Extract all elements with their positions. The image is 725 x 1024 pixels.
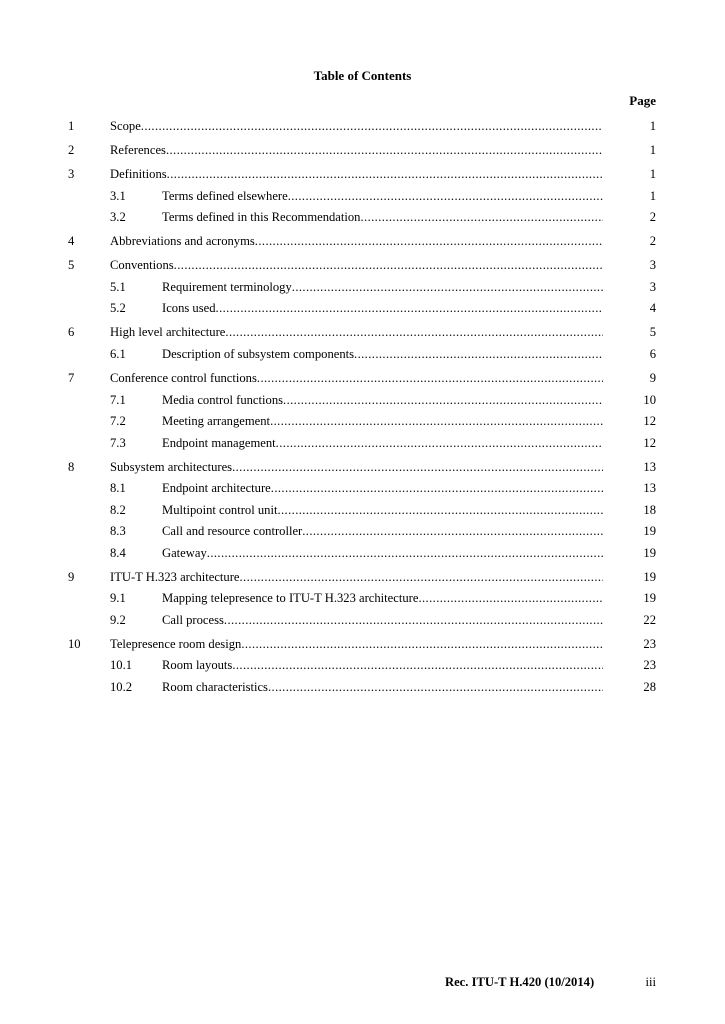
toc-title: Table of Contents [313, 68, 412, 83]
section-number: 6 [68, 325, 75, 340]
entry-title-leader [110, 567, 603, 589]
dot-leader [232, 457, 603, 479]
page-number: 2 [649, 234, 656, 249]
toc-entry[interactable] [68, 207, 656, 229]
toc-entry[interactable] [68, 140, 656, 162]
section-title[interactable]: Room layouts [162, 658, 233, 673]
section-number: 7 [68, 371, 75, 386]
dot-leader [166, 140, 603, 162]
dot-leader [174, 255, 603, 277]
dot-leader [240, 567, 604, 589]
page-number: 3 [649, 258, 656, 273]
page-column-header: Page [629, 93, 656, 108]
toc-entry[interactable] [68, 255, 656, 277]
section-title[interactable]: Subsystem architectures [110, 459, 233, 474]
page-number: 2 [649, 210, 656, 225]
section-number: 9.1 [110, 591, 126, 606]
entry-title-leader [162, 390, 603, 412]
section-number: 7.2 [110, 414, 126, 429]
section-number: 5.2 [110, 301, 126, 316]
dot-leader [225, 322, 603, 344]
toc-entry[interactable] [68, 322, 656, 344]
page-number: 19 [643, 545, 656, 560]
entry-title-leader [110, 164, 603, 186]
entry-title-leader [162, 207, 603, 229]
section-title[interactable]: High level architecture [110, 325, 226, 340]
section-number: 1 [68, 119, 75, 133]
section-title[interactable]: Call process [162, 612, 224, 627]
toc-entry[interactable] [68, 186, 656, 208]
toc-entry[interactable] [68, 231, 656, 253]
entry-title-leader [162, 478, 603, 500]
toc-entry[interactable] [68, 433, 656, 455]
section-number: 10.2 [110, 679, 133, 694]
section-title[interactable]: Meeting arrangement [162, 414, 271, 429]
section-title[interactable]: Definitions [110, 167, 167, 182]
footer-document-id: Rec. ITU-T H.420 (10/2014) [445, 975, 595, 989]
section-title[interactable]: Mapping telepresence to ITU-T H.323 architecture [162, 591, 419, 606]
section-number: 10.1 [110, 658, 133, 673]
dot-leader [207, 543, 603, 565]
dot-leader [302, 521, 603, 543]
toc-entry[interactable] [68, 411, 656, 433]
section-number: 8 [68, 459, 75, 474]
section-title[interactable]: ITU-T H.323 architecture [110, 569, 240, 584]
section-number: 3.1 [110, 188, 126, 203]
dot-leader [276, 433, 603, 455]
page-number: 13 [643, 481, 656, 496]
section-title[interactable]: Description of subsystem components [162, 346, 355, 361]
page-number: 22 [643, 612, 656, 627]
toc-list [68, 116, 656, 698]
page-number: 12 [643, 414, 656, 429]
page-number: 13 [643, 459, 656, 474]
dot-leader [224, 610, 603, 632]
entry-title-leader [110, 140, 603, 162]
section-title[interactable]: Endpoint architecture [162, 481, 271, 496]
section-title[interactable]: Multipoint control unit [162, 502, 278, 517]
dot-leader [241, 634, 603, 656]
entry-title-leader [110, 368, 603, 390]
toc-entry[interactable] [68, 588, 656, 610]
toc-entry[interactable] [68, 655, 656, 677]
page-number: 19 [643, 591, 656, 606]
section-title[interactable]: Telepresence room design [110, 636, 242, 651]
section-title[interactable]: References [110, 143, 166, 158]
page-number: 23 [643, 636, 656, 651]
entry-title-leader [162, 344, 603, 366]
dot-leader [257, 368, 603, 390]
section-title[interactable]: Media control functions [162, 392, 284, 407]
section-number: 8.3 [110, 524, 126, 539]
section-number: 3 [68, 167, 75, 182]
entry-title-leader [162, 186, 603, 208]
page-number: 19 [643, 569, 656, 584]
dot-leader [288, 186, 603, 208]
section-title[interactable]: Requirement terminology [162, 279, 292, 294]
toc-entry[interactable] [68, 500, 656, 522]
entry-title-leader [110, 255, 603, 277]
toc-entry[interactable] [68, 610, 656, 632]
dot-leader [292, 277, 603, 299]
toc-entry[interactable] [68, 368, 656, 390]
section-number: 9.2 [110, 612, 126, 627]
dot-leader [418, 588, 603, 610]
dot-leader [216, 298, 603, 320]
page-number: 1 [649, 143, 656, 158]
toc-entry[interactable] [68, 277, 656, 299]
page-number: 6 [649, 346, 656, 361]
page-number: 1 [649, 119, 656, 133]
section-title[interactable]: Gateway [162, 545, 207, 560]
section-number: 8.1 [110, 481, 126, 496]
dot-leader [167, 164, 603, 186]
page-number: 1 [649, 188, 656, 203]
dot-leader [270, 411, 603, 433]
toc-entry[interactable] [68, 116, 656, 138]
section-number: 8.4 [110, 545, 126, 560]
dot-leader [232, 655, 603, 677]
page-number: 4 [649, 301, 656, 316]
entry-title-leader [110, 116, 603, 138]
toc-entry[interactable] [68, 543, 656, 565]
section-title[interactable]: Terms defined elsewhere [162, 188, 288, 203]
toc-entry[interactable] [68, 677, 656, 699]
toc-entry[interactable] [68, 344, 656, 366]
entry-title-leader [162, 411, 603, 433]
page-number: 18 [643, 502, 656, 517]
entry-title-leader [162, 521, 603, 543]
page-number: 1 [649, 167, 656, 182]
entry-title-leader [162, 277, 603, 299]
section-number: 10 [68, 636, 81, 651]
section-number: 4 [68, 234, 75, 249]
dot-leader [283, 390, 603, 412]
section-title[interactable]: Icons used [162, 301, 216, 316]
section-title[interactable]: Conventions [110, 258, 174, 273]
section-title[interactable]: Endpoint management [162, 435, 276, 450]
page-number: 10 [643, 392, 656, 407]
section-title[interactable]: Conference control functions [110, 371, 257, 386]
section-number: 6.1 [110, 346, 126, 361]
toc-entry[interactable] [68, 521, 656, 543]
toc-entry[interactable] [68, 390, 656, 412]
dot-leader [360, 207, 603, 229]
page-number: 28 [643, 679, 656, 694]
section-title[interactable]: Room characteristics [162, 679, 268, 694]
dot-leader [255, 231, 603, 253]
page-number: 3 [649, 279, 656, 294]
section-title[interactable]: Terms defined in this Recommendation [162, 210, 361, 225]
entry-title-leader [162, 655, 603, 677]
toc-entry[interactable] [68, 567, 656, 589]
dot-leader [277, 500, 603, 522]
page-number: 19 [643, 524, 656, 539]
section-number: 5 [68, 258, 75, 273]
section-number: 9 [68, 569, 75, 584]
section-number: 3.2 [110, 210, 126, 225]
section-title[interactable]: Scope [110, 119, 141, 133]
entry-title-leader [162, 298, 603, 320]
entry-title-leader [110, 231, 603, 253]
entry-title-leader [162, 500, 603, 522]
entry-title-leader [110, 634, 603, 656]
toc-entry[interactable] [68, 298, 656, 320]
entry-title-leader [162, 543, 603, 565]
section-title[interactable]: Call and resource controller [162, 524, 303, 539]
section-number: 5.1 [110, 279, 126, 294]
toc-entry[interactable] [68, 457, 656, 479]
dot-leader [268, 677, 603, 699]
toc-entry[interactable] [68, 478, 656, 500]
toc-entry[interactable] [68, 164, 656, 186]
entry-title-leader [110, 457, 603, 479]
page-number: 9 [649, 371, 656, 386]
entry-title-leader [110, 322, 603, 344]
section-number: 8.2 [110, 502, 126, 517]
section-title[interactable]: Abbreviations and acronyms [110, 234, 255, 249]
entry-title-leader [162, 610, 603, 632]
entry-title-leader [162, 677, 603, 699]
dot-leader [271, 478, 603, 500]
section-number: 7.1 [110, 392, 126, 407]
page-number: 5 [649, 325, 656, 340]
dot-leader [141, 116, 603, 138]
page-number: 12 [643, 435, 656, 450]
entry-title-leader [162, 588, 603, 610]
page-number: 23 [643, 658, 656, 673]
toc-entry[interactable] [68, 634, 656, 656]
section-number: 7.3 [110, 435, 126, 450]
footer-page-number: iii [645, 975, 656, 989]
dot-leader [354, 344, 603, 366]
section-number: 2 [68, 143, 75, 158]
entry-title-leader [162, 433, 603, 455]
